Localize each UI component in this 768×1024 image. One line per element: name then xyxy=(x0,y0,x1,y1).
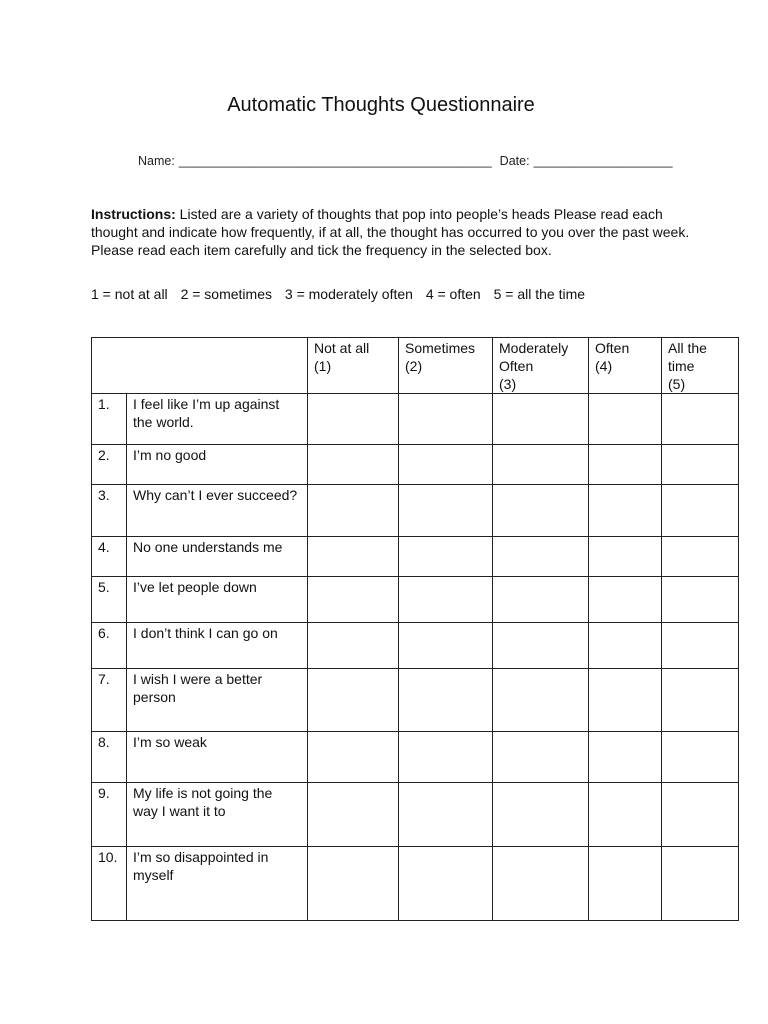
item-number: 9. xyxy=(92,783,127,847)
rating-cell-3[interactable] xyxy=(493,445,589,485)
rating-cell-2[interactable] xyxy=(399,394,493,445)
rating-cell-2[interactable] xyxy=(399,732,493,783)
table-row xyxy=(92,783,739,847)
scale-item: 2 = sometimes xyxy=(180,286,272,302)
questionnaire-table xyxy=(91,337,739,921)
item-text: Why can’t I ever succeed? xyxy=(127,485,308,537)
table-row xyxy=(92,847,739,921)
table-row xyxy=(92,669,739,732)
item-text: I’m no good xyxy=(127,445,308,485)
scale-item: 1 = not at all xyxy=(91,286,168,302)
rating-cell-5[interactable] xyxy=(662,732,739,783)
rating-cell-2[interactable] xyxy=(399,669,493,732)
rating-cell-2[interactable] xyxy=(399,783,493,847)
item-text: I wish I were a better person xyxy=(127,669,308,732)
column-header-often: Often (4) xyxy=(589,338,662,394)
rating-cell-4[interactable] xyxy=(589,394,662,445)
rating-cell-3[interactable] xyxy=(493,394,589,445)
rating-cell-4[interactable] xyxy=(589,669,662,732)
rating-cell-5[interactable] xyxy=(662,394,739,445)
item-number: 4. xyxy=(92,537,127,577)
rating-cell-3[interactable] xyxy=(493,485,589,537)
rating-cell-1[interactable] xyxy=(308,669,399,732)
item-number: 5. xyxy=(92,577,127,623)
item-number: 1. xyxy=(92,394,127,445)
column-header-moderately-often: Moderately Often (3) xyxy=(493,338,589,394)
item-text: My life is not going the way I want it to xyxy=(127,783,308,847)
name-field[interactable]: _____________________________________________ xyxy=(178,154,492,168)
scale-item: 3 = moderately often xyxy=(284,286,413,302)
rating-cell-3[interactable] xyxy=(493,577,589,623)
rating-cell-4[interactable] xyxy=(589,485,662,537)
rating-cell-4[interactable] xyxy=(589,732,662,783)
rating-cell-2[interactable] xyxy=(399,623,493,669)
rating-cell-2[interactable] xyxy=(399,847,493,921)
instructions xyxy=(91,205,691,259)
table-row xyxy=(92,394,739,445)
rating-cell-4[interactable] xyxy=(589,783,662,847)
instructions-text: Listed are a variety of thoughts that pop into people’s heads Please read each thought and indicate how frequently, if at all, the thought has occurred to you over the past week. Please read each item carefully and tick the frequency in the selected box. xyxy=(91,206,690,258)
rating-cell-1[interactable] xyxy=(308,394,399,445)
rating-cell-1[interactable] xyxy=(308,623,399,669)
column-header-all-the-time: All the time (5) xyxy=(662,338,739,394)
rating-cell-1[interactable] xyxy=(308,847,399,921)
table-row xyxy=(92,537,739,577)
item-text: I’m so disappointed in myself xyxy=(127,847,308,921)
rating-cell-5[interactable] xyxy=(662,485,739,537)
rating-cell-3[interactable] xyxy=(493,847,589,921)
rating-cell-1[interactable] xyxy=(308,445,399,485)
rating-cell-5[interactable] xyxy=(662,783,739,847)
rating-cell-5[interactable] xyxy=(662,577,739,623)
rating-cell-1[interactable] xyxy=(308,577,399,623)
date-field[interactable]: ____________________ xyxy=(533,154,673,168)
rating-cell-4[interactable] xyxy=(589,847,662,921)
date-label: Date: xyxy=(499,154,530,168)
item-text: I’m so weak xyxy=(127,732,308,783)
table-row xyxy=(92,732,739,783)
rating-cell-3[interactable] xyxy=(493,537,589,577)
rating-cell-2[interactable] xyxy=(399,445,493,485)
table-row xyxy=(92,623,739,669)
scale-item: 4 = often xyxy=(425,286,481,302)
column-header-not-at-all: Not at all (1) xyxy=(308,338,399,394)
page-title: Automatic Thoughts Questionnaire xyxy=(227,94,535,116)
item-text: I don’t think I can go on xyxy=(127,623,308,669)
scale-item: 5 = all the time xyxy=(493,286,586,302)
rating-cell-1[interactable] xyxy=(308,732,399,783)
rating-cell-1[interactable] xyxy=(308,783,399,847)
rating-cell-4[interactable] xyxy=(589,537,662,577)
item-number: 2. xyxy=(92,445,127,485)
rating-cell-1[interactable] xyxy=(308,537,399,577)
rating-cell-5[interactable] xyxy=(662,847,739,921)
item-number: 6. xyxy=(92,623,127,669)
table-row xyxy=(92,577,739,623)
item-number: 10. xyxy=(92,847,127,921)
rating-cell-5[interactable] xyxy=(662,445,739,485)
rating-cell-4[interactable] xyxy=(589,577,662,623)
rating-cell-5[interactable] xyxy=(662,623,739,669)
table-header-row xyxy=(92,338,739,394)
rating-cell-5[interactable] xyxy=(662,537,739,577)
rating-cell-1[interactable] xyxy=(308,485,399,537)
item-text: I feel like I’m up against the world. xyxy=(127,394,308,445)
item-number: 3. xyxy=(92,485,127,537)
rating-cell-5[interactable] xyxy=(662,669,739,732)
column-header-sometimes: Sometimes (2) xyxy=(399,338,493,394)
instructions-label: Instructions: xyxy=(91,206,176,222)
rating-cell-3[interactable] xyxy=(493,732,589,783)
item-number: 8. xyxy=(92,732,127,783)
rating-cell-4[interactable] xyxy=(589,445,662,485)
rating-cell-3[interactable] xyxy=(493,623,589,669)
item-text: I’ve let people down xyxy=(127,577,308,623)
rating-cell-3[interactable] xyxy=(493,783,589,847)
item-text: No one understands me xyxy=(127,537,308,577)
rating-cell-3[interactable] xyxy=(493,669,589,732)
name-date-line xyxy=(138,153,673,169)
rating-cell-4[interactable] xyxy=(589,623,662,669)
header-blank-cell xyxy=(92,338,308,394)
rating-cell-2[interactable] xyxy=(399,485,493,537)
rating-cell-2[interactable] xyxy=(399,577,493,623)
name-label: Name: xyxy=(138,154,175,168)
table-row xyxy=(92,485,739,537)
item-number: 7. xyxy=(92,669,127,732)
rating-scale xyxy=(91,285,594,303)
rating-cell-2[interactable] xyxy=(399,537,493,577)
table-row xyxy=(92,445,739,485)
